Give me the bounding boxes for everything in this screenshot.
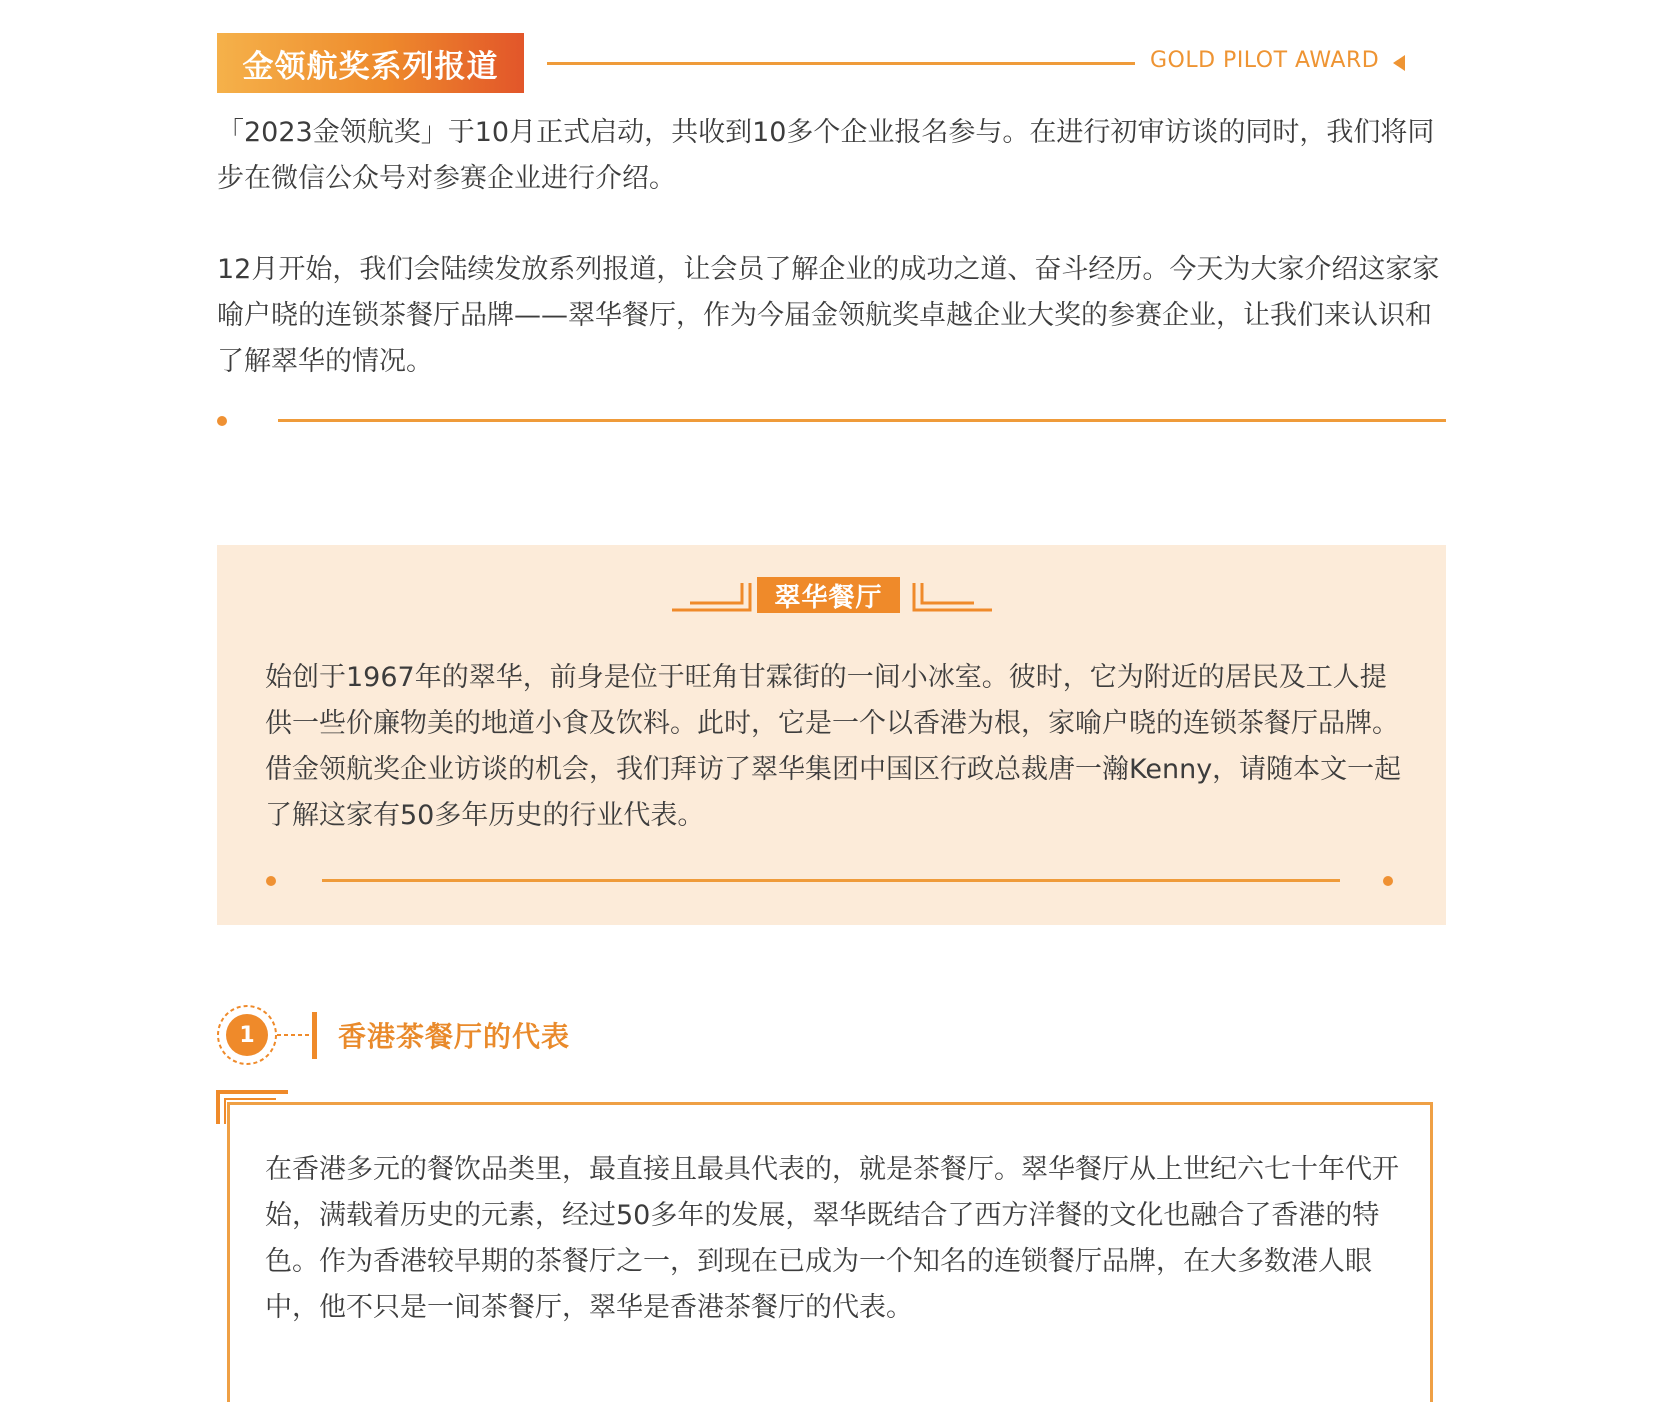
section-text: 在香港多元的餐饮品类里，最直接且最具代表的，就是茶餐厅。翠华餐厅从上世纪六七十年代开始，满载着历史的元素，经过50多年的发展，翠华既结合了西方洋餐的文化也融合了香港的特色。作为香港较早期的茶餐厅之一，到现在已成为一个知名的连锁餐厅品牌，在大多数港人眼中，他不只是一间茶餐厅，翠华是香港茶餐厅的代表。 xyxy=(265,1154,1399,1323)
header-divider xyxy=(547,62,1135,65)
section-title-bar xyxy=(312,1012,317,1059)
section-number: 1 xyxy=(239,1022,255,1048)
series-title-banner xyxy=(217,33,524,93)
divider-dot-left xyxy=(266,876,276,886)
box-divider xyxy=(322,879,1340,882)
divider-dot-right xyxy=(1383,876,1393,886)
series-title: 金领航奖系列报道 xyxy=(242,48,499,85)
triangle-left-icon xyxy=(1393,55,1405,71)
company-name-badge xyxy=(757,577,900,613)
section-divider xyxy=(278,419,1446,422)
intro-paragraph-1: 「2023金领航奖」于10月正式启动，共收到10多个企业报名参与。在进行初审访谈的同时，我们将同步在微信公众号对参赛企业进行介绍。 xyxy=(217,117,1435,194)
section-title: 香港茶餐厅的代表 xyxy=(338,1020,571,1053)
company-name: 翠华餐厅 xyxy=(774,582,883,613)
intro-paragraph-2: 12月开始，我们会陆续发放系列报道，让会员了解企业的成功之道、奋斗经历。今天为大家介绍这家家喻户晓的连锁茶餐厅品牌——翠华餐厅，作为今届金领航奖卓越企业大奖的参赛企业，让我们来认识和了解翠华的情况。 xyxy=(217,254,1440,377)
award-english-name: GOLD PILOT AWARD xyxy=(1150,48,1380,73)
section-number-icon xyxy=(213,1005,323,1065)
company-intro-text: 始创于1967年的翠华，前身是位于旺角甘霖街的一间小冰室。彼时，它为附近的居民及工人提供一些价廉物美的地道小食及饮料。此时，它是一个以香港为根，家喻户晓的连锁茶餐厅品牌。借金领航奖企业访谈的机会，我们拜访了翠华集团中国区行政总裁唐一瀚Kenny，请随本文一起了解这家有50多年历史的行业代表。 xyxy=(265,662,1402,831)
divider-dot xyxy=(217,416,227,426)
